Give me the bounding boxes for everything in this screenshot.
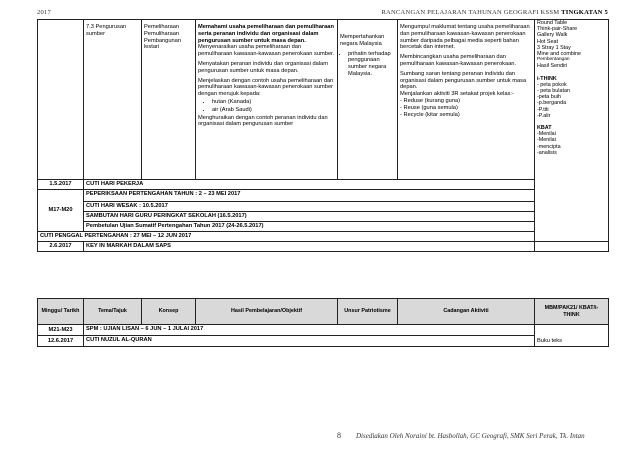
saps-row	[38, 242, 609, 252]
exam-text: SAMBUTAN HARI GURU PERINGKAT SEKOLAH (16.5.2017)	[84, 212, 535, 222]
mbm-item: Think-pair-Share	[537, 26, 578, 33]
ithink-item: -p.berganda	[537, 100, 567, 107]
header-concept: Konsep	[142, 299, 196, 325]
saps-empty	[535, 242, 609, 252]
exam-row	[38, 212, 609, 222]
concept-item: Pembangunan lestari	[144, 37, 181, 51]
kbat-title: KBAT	[537, 125, 552, 132]
exam-row	[38, 190, 609, 202]
mbm-item: Pembentangan	[537, 57, 570, 63]
objective-bullets	[198, 99, 335, 114]
mbm-item: Hasil Sendiri	[537, 63, 568, 70]
ithink-item: -P.titi	[537, 106, 549, 113]
holiday-row	[38, 180, 609, 190]
textbook-text: Buku teks	[537, 338, 562, 345]
exam-text: CUTI HARI WESAK : 10.5.2017	[84, 202, 535, 212]
mbm-item: 3 Stray 1 Stay	[537, 44, 571, 51]
objective-line: Menghuraikan dengan contoh peranan individu dan organisasi dalam pengurusan sumber	[198, 114, 328, 128]
schedule-right	[535, 325, 609, 347]
activity-cell	[398, 20, 535, 180]
header-year: 2017	[37, 9, 51, 16]
ithink-item: - peta bulatan	[537, 88, 570, 95]
schedule-text: CUTI NUZUL AL-QURAN	[84, 336, 535, 347]
objective-bullet: • hutan (Kanada)	[212, 99, 335, 106]
schedule-row	[38, 336, 609, 347]
topic-row	[38, 20, 609, 180]
patriotism-bullet: • prihatin terhadap penggunaan sumber negara Malaysia.	[348, 51, 395, 78]
activity-3r-item: - Recycle (kitar semula)	[400, 111, 460, 118]
mbm-item: Gallery Walk	[537, 32, 568, 39]
kbat-item: -mencipta	[537, 143, 561, 150]
holiday-date: 1.5.2017	[38, 180, 84, 190]
concept-cell	[142, 20, 196, 180]
header-activity: Cadangan Aktiviti	[398, 299, 535, 325]
patriotism-intro: Mempertahankan negara Malaysia	[340, 34, 385, 47]
footer-credit: Disediakan Oleh Noraini bt. Hasbollah, GC Geografi, SMK Seri Perak, Tk. Intan	[356, 432, 585, 440]
activity-3r-item: - Reduse (kurang guna)	[400, 97, 461, 104]
objective-cell	[196, 20, 338, 180]
week-label: M17-M20	[38, 190, 84, 232]
week-cell	[38, 20, 84, 180]
schedule-header-row	[38, 299, 609, 325]
objective-line: Menyatakan peranan individu dan organisasi dalam pengurusan sumber untuk masa depan.	[198, 60, 328, 74]
topic-text: 7.3 Pengurusan sumber	[86, 24, 127, 37]
exam-row	[38, 222, 609, 232]
activity-line: Membincangkan usaha pemeliharaan dan pemuliharaan kawasan-kawasan penerokaan.	[400, 54, 517, 67]
kbat-item: -analisis	[537, 149, 557, 156]
lesson-plan-table	[37, 19, 609, 252]
schedule-date: M21-M23	[38, 325, 84, 336]
patriotism-cell	[338, 20, 398, 180]
concept-item: Pemeliharaan	[144, 24, 180, 30]
break-row	[38, 232, 609, 242]
exam-text: Pembetulan Ujian Sumatif Pertengahan Tahun 2017 (24-26.5.2017)	[84, 222, 535, 232]
break-text: CUTI PENGGAL PERTENGAHAN : 27 MEI – 12 JUN 2017	[38, 232, 535, 242]
ithink-item: -peta buih	[537, 94, 561, 101]
exam-text: PEPERIKSAAN PERTENGAHAN TAHUN : 2 – 23 MEI 2017	[84, 190, 535, 202]
header-week: Minggu/ Tarikh	[38, 299, 84, 325]
objective-line: Menjelaskan dengan contoh usaha pemeliharaan dan pemuliharaan kawasan-kawasan penerokaan sumber dengan merujuk kepada:	[198, 77, 334, 98]
kbat-item: -Menilai	[537, 137, 556, 144]
activity-line: Mengumpul maklumat tentang usaha pemeliharaan dan pemuliharaan kawasan-kawasan penerokaan sumber daripada pelbagai media seperti bahan bercetak dan internet.	[400, 24, 530, 51]
mbm-cell	[535, 20, 609, 242]
ithink-item: -P.alir	[537, 112, 551, 119]
exam-row	[38, 202, 609, 212]
concept-item: Pemuliharaan	[144, 30, 180, 37]
objective-line: Menyenaraikan usaha pemeliharaan dan pemuliharaan kawasan-kawasan penerokaan sumber.	[198, 44, 335, 58]
mbm-item: Round Table	[537, 20, 568, 26]
header-patriotism: Unsur Patriotisme	[338, 299, 398, 325]
holiday-text: CUTI HARI PEKERJA	[84, 180, 535, 190]
mbm-item: Mine and combine	[537, 51, 582, 58]
objective-heading: Memahami usaha pemeliharaan dan pemuliharaan serta peranan individu dan organisasi dalam pengurusan sumber untuk masa depan.	[198, 24, 334, 44]
saps-date: 2.6.2017	[38, 242, 84, 252]
header-title-bold: TINGKATAN 5	[561, 9, 608, 16]
header-objective: Hasil Pembelajaran/Objektif	[196, 299, 338, 325]
patriotism-bullets	[340, 51, 395, 78]
saps-text: KEY IN MARKAH DALAM SAPS	[84, 242, 535, 252]
mbm-item: Hot Seat	[537, 38, 558, 45]
header-title	[381, 9, 608, 16]
activity-3r-item: - Reuse (guna semula)	[400, 104, 458, 111]
header-title-text: RANCANGAN PELAJARAN TAHUNAN GEOGRAFI KSSM	[381, 9, 562, 16]
schedule-row	[38, 325, 609, 336]
activity-line: Sumbang saran tentang peranan individu dan organisasi dalam pengurusan sumber untuk masa depan.	[400, 70, 527, 91]
schedule-table	[37, 298, 609, 347]
ithink-title: i-THINK	[537, 75, 557, 82]
header-mbm: MBM/PAK21/ KBAT/i-THINK	[535, 299, 609, 325]
activity-3r-title: Menjalankan aktiviti 3R setakat projek kelas:-	[400, 91, 514, 98]
topic-cell	[84, 20, 142, 180]
ithink-item: - peta pokok	[537, 81, 567, 88]
kbat-item: -Menilai	[537, 131, 556, 138]
schedule-date: 12.6.2017	[38, 336, 84, 347]
objective-bullet: • air (Arab Saudi)	[212, 107, 335, 114]
header-theme: Tema/Tajuk	[84, 299, 142, 325]
page-number: 8	[337, 431, 341, 440]
schedule-text: SPM : UJIAN LISAN – 6 JUN – 1 JULAI 2017	[84, 325, 535, 336]
